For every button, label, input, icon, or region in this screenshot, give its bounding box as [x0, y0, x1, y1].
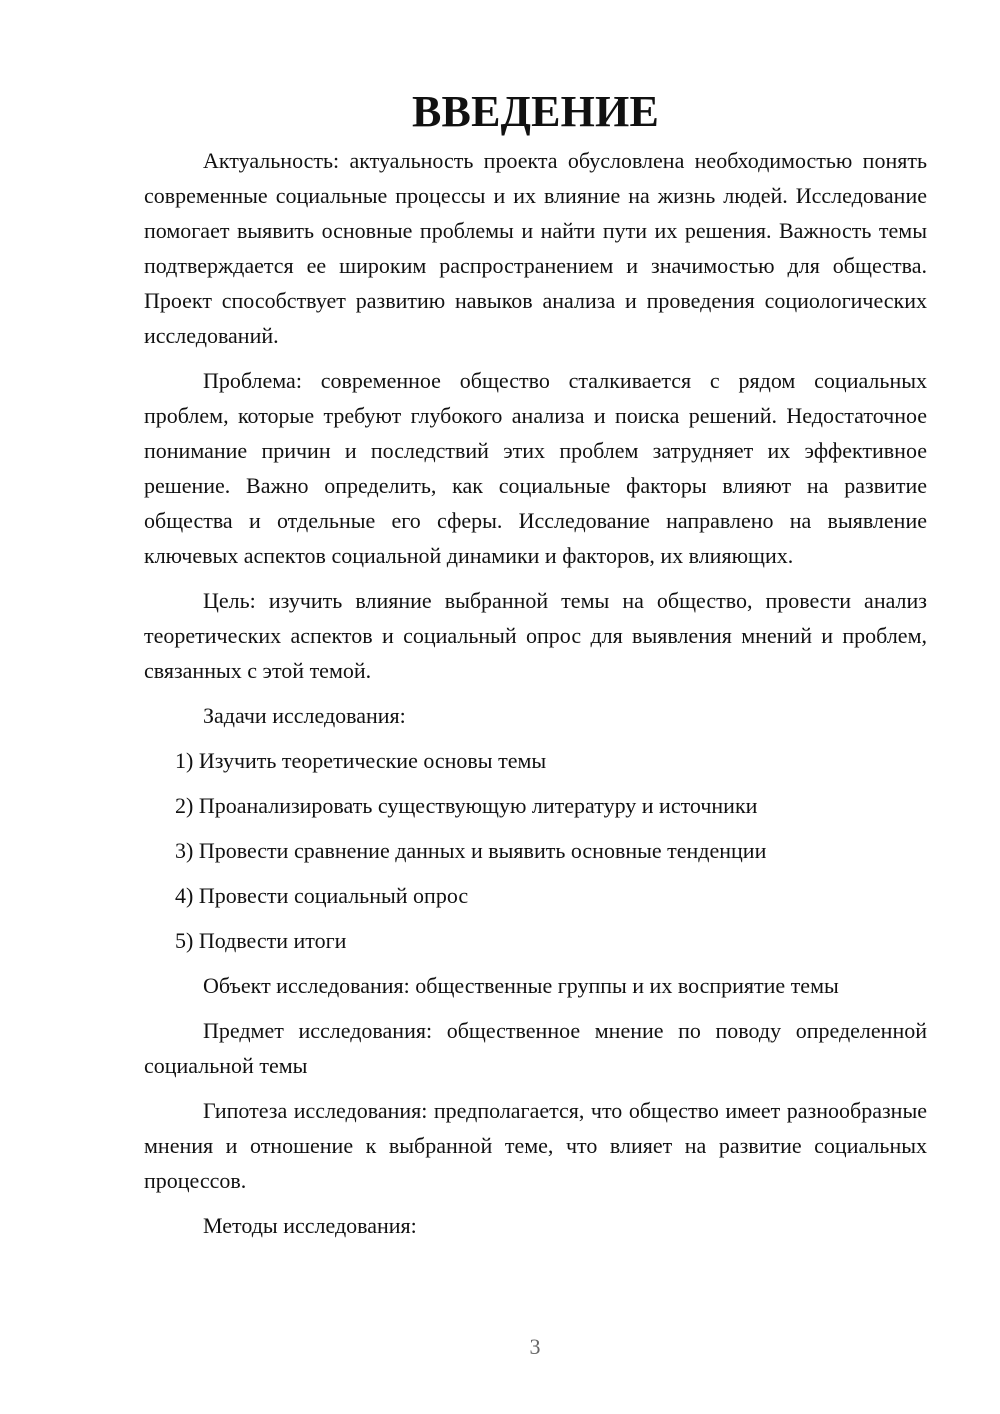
- object-paragraph: Объект исследования: общественные группы и их восприятие темы: [203, 973, 839, 998]
- task-item: 4) Провести социальный опрос: [175, 883, 469, 908]
- task-item: 1) Изучить теоретические основы темы: [175, 748, 547, 773]
- task-item: 2) Проанализировать существующую литературу и источники: [175, 793, 758, 818]
- goal-paragraph: Цель: изучить влияние выбранной темы на общество, провести анализ теоретических аспектов и социальный опрос для выявления мнений и проблем, связанных с этой темой.: [144, 588, 927, 683]
- problem-paragraph: Проблема: современное общество сталкивается с рядом социальных проблем, которые требуют глубокого анализа и поиска решений. Недостаточное понимание причин и последствий этих проблем затрудняет их эффективное решение. Важно определить, как социальные факторы влияют на развитие общества и отдельные его сферы. Исследование направлено на выявление ключевых аспектов социальной динамики и факторов, их влияющих.: [144, 368, 927, 568]
- page-number: 3: [529, 1334, 541, 1359]
- task-item: 5) Подвести итоги: [175, 928, 347, 953]
- relevance-paragraph: Актуальность: актуальность проекта обусловлена необходимостью понять современные социальные процессы и их влияние на жизнь людей. Исследование помогает выявить основные проблемы и найти пути их решения. Важность темы подтверждается ее широким распространением и значимостью для общества. Проект способствует развитию навыков анализа и проведения социологических исследований.: [144, 148, 927, 348]
- page-content: [144, 87, 927, 1253]
- task-item: 3) Провести сравнение данных и выявить основные тенденции: [175, 838, 767, 863]
- page-title: ВВЕДЕНИЕ: [411, 87, 660, 136]
- methods-heading: Методы исследования:: [203, 1213, 417, 1238]
- tasks-heading: Задачи исследования:: [203, 703, 406, 728]
- subject-paragraph: Предмет исследования: общественное мнение по поводу определенной социальной темы: [144, 1018, 927, 1078]
- tasks-list: [144, 743, 927, 958]
- hypothesis-paragraph: Гипотеза исследования: предполагается, что общество имеет разнообразные мнения и отношение к выбранной теме, что влияет на развитие социальных процессов.: [144, 1098, 927, 1193]
